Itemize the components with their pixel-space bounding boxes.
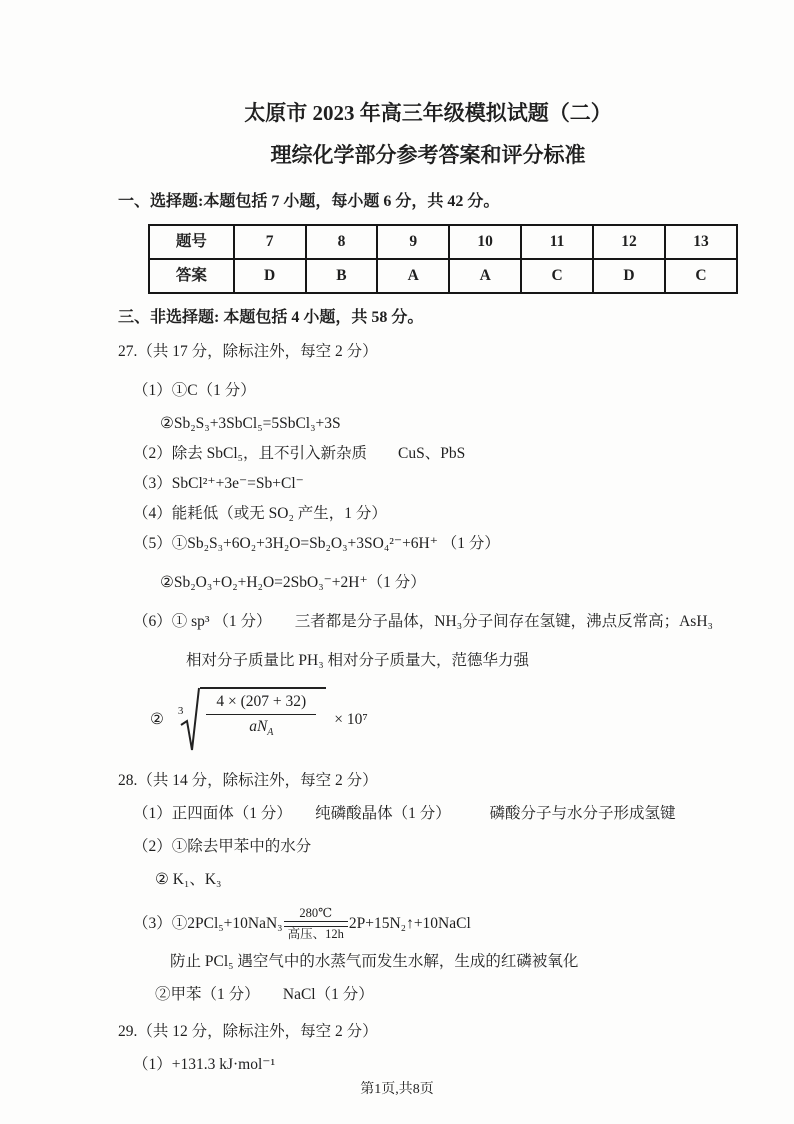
- fraction: [206, 692, 316, 743]
- reaction-pressure-time: 高压、12h: [287, 927, 344, 941]
- q27-answer-2: （2）除去 SbCl₅，且不引入新杂质 CuS、PbS: [133, 445, 466, 462]
- table-row-question-numbers: [149, 225, 737, 259]
- q28-explanation: 防止 PCl₅ 遇空气中的水蒸气而发生水解，生成的红磷被氧化: [170, 953, 579, 970]
- table-row-answers: [149, 259, 737, 293]
- section-noncoice-heading: 三、非选择题: 本题包括 4 小题，共 58 分。: [118, 309, 424, 326]
- cube-root-expression: [178, 687, 326, 753]
- table-header-question: 题号: [149, 225, 234, 259]
- table-header-answer: 答案: [149, 259, 234, 293]
- q28-answer-2: （2）①除去甲苯中的水分: [133, 838, 312, 855]
- q27-answer-4: （4）能耗低（或无 SO₂ 产生，1 分）: [133, 505, 387, 522]
- table-cell-answer: D: [234, 259, 306, 293]
- section-choice-heading: 一、选择题:本题包括 7 小题，每小题 6 分，共 42 分。: [118, 193, 500, 210]
- q27-answer-1: （1）①C（1 分）: [133, 382, 256, 399]
- table-cell-answer: A: [449, 259, 521, 293]
- table-cell-answer: C: [665, 259, 737, 293]
- denominator-subscript: A: [267, 727, 274, 739]
- table-cell-qnum: 9: [377, 225, 449, 259]
- table-cell-qnum: 8: [306, 225, 378, 259]
- root-index: 3: [177, 705, 184, 717]
- q27-equation-2: （3）SbCl²⁺+3e⁻=Sb+Cl⁻: [133, 475, 304, 492]
- reaction-left-side: （3）①2PCl₅+10NaN₃: [133, 915, 283, 932]
- radical-sign-icon: [177, 687, 200, 753]
- table-cell-answer: B: [306, 259, 378, 293]
- table-cell-qnum: 12: [593, 225, 665, 259]
- q29-heading: 29.（共 12 分，除标注外，每空 2 分）: [118, 1023, 378, 1040]
- q27-equation-1: ②Sb₂S₃+3SbCl₅=5SbCl₃+3S: [160, 415, 341, 432]
- page-number: 第1页,共8页: [360, 1082, 434, 1097]
- q28-heading: 28.（共 14 分，除标注外，每空 2 分）: [118, 772, 378, 789]
- q27-answer-6-cont: 相对分子质量比 PH₃ 相对分子质量大，范德华力强: [186, 652, 529, 669]
- table-cell-qnum: 11: [521, 225, 593, 259]
- q27-equation-3: （5）①Sb₂S₃+6O₂+3H₂O=Sb₂O₃+3SO₄²⁻+6H⁺ （1 分）: [133, 535, 500, 552]
- q27-answer-6: （6）① sp³ （1 分） 三者都是分子晶体，NH₃分子间存在氢键，沸点反常高；AsH₃: [133, 613, 713, 630]
- fraction-denominator: [249, 715, 273, 743]
- reaction-temperature: 280℃: [299, 906, 333, 920]
- formula-multiplier: × 10⁷: [334, 711, 368, 728]
- table-cell-qnum: 10: [449, 225, 521, 259]
- table-cell-qnum: 13: [665, 225, 737, 259]
- q28-reaction-equation: [133, 906, 738, 942]
- reaction-right-side: 2P+15N₂↑+10NaCl: [348, 915, 471, 932]
- radicand: [200, 687, 326, 743]
- formula-item-marker: ②: [150, 711, 164, 728]
- answer-key-title: 理综化学部分参考答案和评分标准: [270, 143, 586, 167]
- q28-answer-3b: ②甲苯（1 分） NaCl（1 分）: [155, 986, 374, 1003]
- q27-heading: 27.（共 17 分，除标注外，每空 2 分）: [118, 343, 378, 360]
- answer-table: [148, 224, 738, 294]
- table-cell-answer: A: [377, 259, 449, 293]
- q28-answer-1: （1）正四面体（1 分） 纯磷酸晶体（1 分） 磷酸分子与水分子形成氢键: [133, 805, 676, 822]
- q27-equation-4: ②Sb₂O₃+O₂+H₂O=2SbO₃⁻+2H⁺（1 分）: [160, 574, 426, 591]
- fraction-numerator: 4 × (207 + 32): [206, 692, 316, 715]
- q28-answer-2b: ② K₁、K₃: [155, 871, 222, 888]
- denominator-symbols: aN: [249, 718, 268, 735]
- q27-cube-root-formula: [150, 687, 738, 753]
- table-cell-qnum: 7: [234, 225, 306, 259]
- reaction-conditions: [284, 906, 348, 942]
- exam-title: 太原市 2023 年高三年级模拟试题（二）: [244, 101, 612, 125]
- table-cell-answer: D: [593, 259, 665, 293]
- q29-answer-1: （1）+131.3 kJ·mol⁻¹: [133, 1056, 276, 1073]
- table-cell-answer: C: [521, 259, 593, 293]
